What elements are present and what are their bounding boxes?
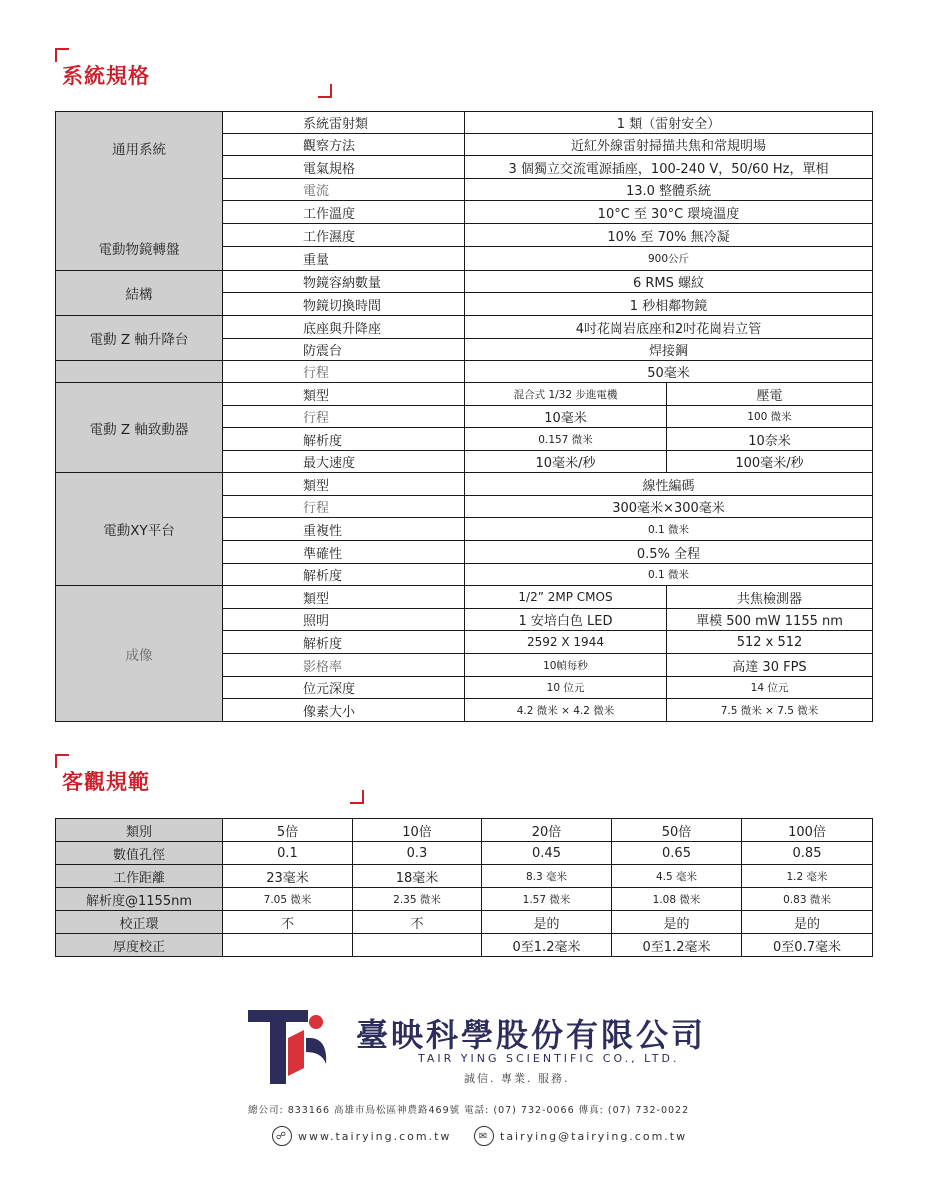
group-blank bbox=[55, 360, 223, 383]
row-im-depth-b: 14 位元 bbox=[666, 676, 873, 699]
objectives-cell: 0至1.2毫米 bbox=[611, 933, 742, 957]
objectives-cell: 厚度校正 bbox=[55, 933, 223, 957]
row-im-fps-a: 10幀每秒 bbox=[464, 653, 667, 677]
objectives-header-cell: 5倍 bbox=[222, 818, 353, 842]
row-za-res-b: 10奈米 bbox=[666, 427, 873, 451]
objectives-header-cell: 10倍 bbox=[352, 818, 482, 842]
objectives-cell: 1.57 微米 bbox=[481, 887, 612, 911]
row-za-speed-b: 100毫米/秒 bbox=[666, 450, 873, 473]
row-switch-label: 物鏡切換時間 bbox=[222, 292, 465, 316]
row-hum-value: 10% 至 70% 無冷凝 bbox=[464, 223, 873, 247]
section-title-specs: 系統規格 bbox=[62, 64, 150, 88]
objectives-cell: 數值孔徑 bbox=[55, 841, 223, 865]
objectives-cell: 0至0.7毫米 bbox=[741, 933, 873, 957]
group-imaging: 成像 bbox=[55, 585, 223, 722]
group-turret: 電動物鏡轉盤 bbox=[98, 242, 180, 258]
group-zlift: 電動 Z 軸升降台 bbox=[55, 315, 223, 361]
row-xy-rep-value: 0.1 微米 bbox=[464, 517, 873, 541]
row-switch-value: 1 秒相鄰物鏡 bbox=[464, 292, 873, 316]
row-im-type-label: 類型 bbox=[222, 585, 465, 609]
row-im-light-a: 1 安培白色 LED bbox=[464, 608, 667, 631]
row-za-travel-label: 行程 bbox=[222, 405, 465, 428]
row-xy-type-value: 線性編碼 bbox=[464, 472, 873, 496]
row-weight-label: 重量 bbox=[222, 246, 465, 271]
objectives-cell: 0.3 bbox=[352, 841, 482, 865]
row-current-value: 13.0 整體系統 bbox=[464, 178, 873, 201]
objectives-cell: 7.05 微米 bbox=[222, 887, 353, 911]
objectives-header-cell: 50倍 bbox=[611, 818, 742, 842]
row-obs-label: 觀察方法 bbox=[222, 133, 465, 156]
row-za-speed-label: 最大速度 bbox=[222, 450, 465, 473]
mail-icon: ✉ bbox=[474, 1126, 494, 1146]
row-base-value: 4吋花崗岩底座和2吋花崗岩立管 bbox=[464, 315, 873, 339]
objectives-cell: 18毫米 bbox=[352, 864, 482, 888]
row-xy-travel-label: 行程 bbox=[222, 495, 465, 518]
objectives-cell: 是的 bbox=[481, 910, 612, 934]
objectives-cell: 0.83 微米 bbox=[741, 887, 873, 911]
bracket-bottom-right bbox=[318, 84, 332, 98]
objectives-header-cell: 20倍 bbox=[481, 818, 612, 842]
bracket-bottom-right-2 bbox=[350, 790, 364, 804]
row-xy-acc-value: 0.5% 全程 bbox=[464, 540, 873, 564]
objectives-cell: 不 bbox=[222, 910, 353, 934]
row-im-depth-label: 位元深度 bbox=[222, 676, 465, 699]
row-laser-value: 1 類（雷射安全） bbox=[464, 111, 873, 134]
row-xy-acc-label: 準確性 bbox=[222, 540, 465, 564]
company-name-cn: 臺映科學股份有限公司 bbox=[356, 1016, 707, 1054]
address: 總公司: 833166 高雄市鳥松區神農路469號 電話: (07) 732-0066 傳真: (07) 732-0022 bbox=[248, 1105, 690, 1116]
objectives-cell: 0.85 bbox=[741, 841, 873, 865]
objectives-cell: 0.1 bbox=[222, 841, 353, 865]
row-im-type-b: 共焦檢測器 bbox=[666, 585, 873, 609]
row-im-res-label: 解析度 bbox=[222, 630, 465, 654]
row-vib-value: 焊接鋼 bbox=[464, 338, 873, 361]
row-za-res-label: 解析度 bbox=[222, 427, 465, 451]
objectives-cell bbox=[352, 933, 482, 957]
objectives-cell: 是的 bbox=[741, 910, 873, 934]
group-zact: 電動 Z 軸致動器 bbox=[55, 382, 223, 473]
row-laser-label: 系統雷射類 bbox=[222, 111, 465, 134]
objectives-cell: 是的 bbox=[611, 910, 742, 934]
row-im-type-a: 1/2” 2MP CMOS bbox=[464, 585, 667, 609]
row-travel-value: 50毫米 bbox=[464, 360, 873, 383]
group-xy: 電動XY平台 bbox=[55, 472, 223, 586]
row-base-label: 底座與升降座 bbox=[222, 315, 465, 339]
row-za-speed-a: 10毫米/秒 bbox=[464, 450, 667, 473]
row-hum-label: 工作濕度 bbox=[222, 223, 465, 247]
row-xy-travel-value: 300毫米×300毫米 bbox=[464, 495, 873, 518]
company-name-en: TAIR YING SCIENTIFIC CO., LTD. bbox=[418, 1052, 680, 1065]
row-xy-type-label: 類型 bbox=[222, 472, 465, 496]
objectives-cell: 0.45 bbox=[481, 841, 612, 865]
objectives-cell: 23毫米 bbox=[222, 864, 353, 888]
row-za-res-a: 0.157 微米 bbox=[464, 427, 667, 451]
row-za-type-label: 類型 bbox=[222, 382, 465, 406]
objectives-cell bbox=[222, 933, 353, 957]
objectives-cell: 2.35 微米 bbox=[352, 887, 482, 911]
objectives-cell: 4.5 毫米 bbox=[611, 864, 742, 888]
row-za-travel-b: 100 微米 bbox=[666, 405, 873, 428]
group-general: 通用系統 bbox=[112, 142, 166, 158]
website-link[interactable] bbox=[272, 1126, 451, 1146]
row-im-fps-b: 高達 30 FPS bbox=[666, 653, 873, 677]
row-weight-value: 900公斤 bbox=[464, 246, 873, 271]
group-structure: 結構 bbox=[55, 270, 223, 316]
email-link[interactable] bbox=[474, 1126, 687, 1146]
row-im-light-b: 單模 500 mW 1155 nm bbox=[666, 608, 873, 631]
objectives-cell: 解析度@1155nm bbox=[55, 887, 223, 911]
row-im-res-b: 512 x 512 bbox=[666, 630, 873, 654]
slogan: 誠信. 專業. 服務. bbox=[464, 1072, 570, 1085]
row-current-label: 電流 bbox=[222, 178, 465, 201]
row-im-pix-label: 像素大小 bbox=[222, 698, 465, 722]
website-text: www.tairying.com.tw bbox=[298, 1129, 452, 1143]
row-capacity-value: 6 RMS 螺紋 bbox=[464, 270, 873, 293]
objectives-cell: 8.3 毫米 bbox=[481, 864, 612, 888]
objectives-header-cell: 100倍 bbox=[741, 818, 873, 842]
row-za-travel-a: 10毫米 bbox=[464, 405, 667, 428]
row-xy-rep-label: 重複性 bbox=[222, 517, 465, 541]
objectives-cell: 0至1.2毫米 bbox=[481, 933, 612, 957]
objectives-cell: 校正環 bbox=[55, 910, 223, 934]
row-obs-value: 近紅外線雷射掃描共焦和常規明場 bbox=[464, 133, 873, 156]
row-im-res-a: 2592 X 1944 bbox=[464, 630, 667, 654]
row-im-depth-a: 10 位元 bbox=[464, 676, 667, 699]
globe-icon: ☍ bbox=[272, 1126, 292, 1146]
row-travel-label: 行程 bbox=[222, 360, 465, 383]
objectives-cell: 0.65 bbox=[611, 841, 742, 865]
row-elec-label: 電氣規格 bbox=[222, 155, 465, 179]
row-vib-label: 防震台 bbox=[222, 338, 465, 361]
row-im-fps-label: 影格率 bbox=[222, 653, 465, 677]
row-za-type-a: 混合式 1/32 步進電機 bbox=[464, 382, 667, 406]
row-xy-res-label: 解析度 bbox=[222, 563, 465, 586]
row-elec-value: 3 個獨立交流電源插座，100-240 V，50/60 Hz，單相 bbox=[464, 155, 873, 179]
objectives-header-cell: 類別 bbox=[55, 818, 223, 842]
company-logo bbox=[248, 1008, 330, 1090]
objectives-cell: 1.08 微米 bbox=[611, 887, 742, 911]
email-text: tairying@tairying.com.tw bbox=[500, 1129, 688, 1143]
row-im-pix-a: 4.2 微米 × 4.2 微米 bbox=[464, 698, 667, 722]
objectives-cell: 工作距離 bbox=[55, 864, 223, 888]
objectives-cell: 不 bbox=[352, 910, 482, 934]
row-im-pix-b: 7.5 微米 × 7.5 微米 bbox=[666, 698, 873, 722]
objectives-cell: 1.2 毫米 bbox=[741, 864, 873, 888]
row-im-light-label: 照明 bbox=[222, 608, 465, 631]
section-title-objectives: 客觀規範 bbox=[62, 770, 150, 794]
row-temp-value: 10°C 至 30°C 環境溫度 bbox=[464, 200, 873, 224]
row-za-type-b: 壓電 bbox=[666, 382, 873, 406]
row-capacity-label: 物鏡容納數量 bbox=[222, 270, 465, 293]
row-xy-res-value: 0.1 微米 bbox=[464, 563, 873, 586]
row-temp-label: 工作溫度 bbox=[222, 200, 465, 224]
